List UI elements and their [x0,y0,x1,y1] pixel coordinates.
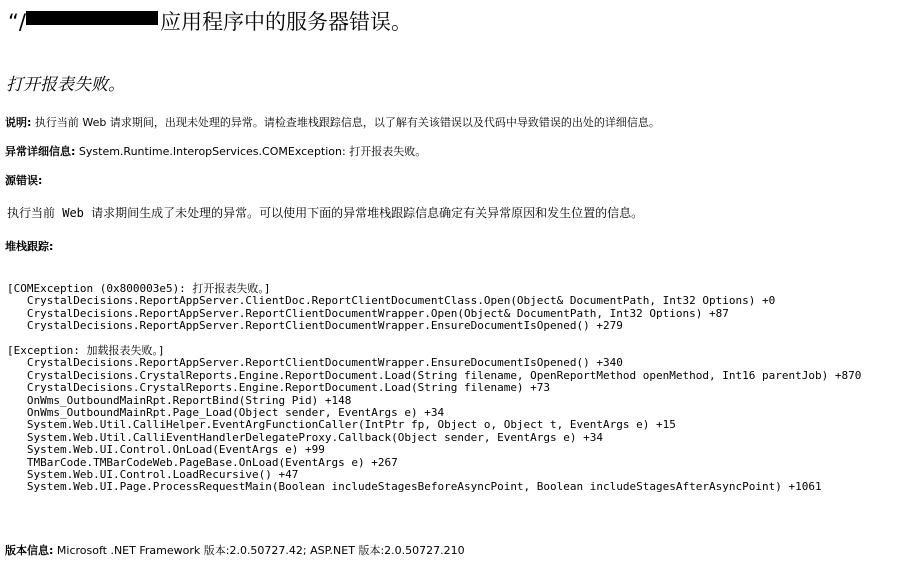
stack-trace-frame: System.Web.UI.Control.LoadRecursive() +47 [7,468,299,482]
description-label: 说明: [5,116,32,129]
title-quote-prefix: “/ [8,10,26,34]
stack-trace-frame: System.Web.Util.CalliHelper.EventArgFunctionCaller(IntPtr fp, Object o, Object t, EventArgs e) +15 [7,418,676,432]
stack-trace-frame: CrystalDecisions.ReportAppServer.ReportClientDocumentWrapper.EnsureDocumentIsOpened() +340 [7,356,623,370]
page-title [8,6,412,36]
source-error-heading [5,172,42,188]
version-info-label: 版本信息: [5,544,54,557]
stack-trace-frame: TMBarCode.TMBarCodeWeb.PageBase.OnLoad(EventArgs e) +267 [7,455,398,469]
stack-trace-frame: CrystalDecisions.ReportAppServer.ReportClientDocumentWrapper.EnsureDocumentIsOpened() +279 [7,319,623,333]
version-info-text: Microsoft .NET Framework 版本:2.0.50727.42; ASP.NET 版本:2.0.50727.210 [56,544,465,557]
stack-trace-block-exception [7,345,861,494]
stack-trace-frame: OnWms_OutboundMainRpt.ReportBind(String Pid) +148 [7,393,352,407]
description-line [5,114,660,130]
source-error-label: 源错误: [5,174,43,187]
stack-trace-frame: CrystalDecisions.ReportAppServer.ClientDoc.ReportClientDocumentClass.Open(Object& DocumentPath, Int32 Options) +0 [7,294,776,308]
description-text: 执行当前 Web 请求期间，出现未处理的异常。请检查堆栈跟踪信息，以了解有关该错误以及代码中导致错误的出处的详细信息。 [34,116,660,129]
exception-details-text: System.Runtime.InteropServices.COMException: 打开报表失败。 [78,145,427,158]
source-error-text: 执行当前 Web 请求期间生成了未处理的异常。可以使用下面的异常堆栈跟踪信息确定有关异常原因和发生位置的信息。 [7,206,644,220]
stack-trace-block-com [7,283,775,333]
stack-trace-exception-header: [COMException (0x800003e5): 打开报表失败。] [7,282,271,295]
stack-trace-label: 堆栈跟踪: [5,240,54,253]
error-title: 打开报表失败。 [6,75,125,95]
stack-trace-frame: CrystalDecisions.CrystalReports.Engine.ReportDocument.Load(String filename, OpenReportMethod openMethod, Int16 parentJob) +870 [7,368,862,382]
redacted-app-name [26,11,158,25]
stack-trace-frame: CrystalDecisions.CrystalReports.Engine.ReportDocument.Load(String filename) +73 [7,381,551,395]
exception-details-label: 异常详细信息: [5,145,76,158]
exception-details-line [5,143,426,159]
stack-trace-frame: CrystalDecisions.ReportAppServer.ReportClientDocumentWrapper.Open(Object& DocumentPath, Int32 Options) +87 [7,306,729,320]
version-info-line [5,542,465,558]
stack-trace-frame: System.Web.Util.CalliEventHandlerDelegateProxy.Callback(Object sender, EventArgs e) +34 [7,430,604,444]
stack-trace-frame: System.Web.UI.Control.OnLoad(EventArgs e) +99 [7,443,325,457]
stack-trace-exception-header: [Exception: 加载报表失败。] [7,344,165,357]
stack-trace-frame: System.Web.UI.Page.ProcessRequestMain(Boolean includeStagesBeforeAsyncPoint, Boolean includeStagesAfterAsyncPoint) +1061 [7,480,822,494]
title-suffix: 应用程序中的服务器错误。 [159,10,412,34]
stack-trace-heading [5,238,53,254]
stack-trace-frame: OnWms_OutboundMainRpt.Page_Load(Object sender, EventArgs e) +34 [7,406,445,420]
